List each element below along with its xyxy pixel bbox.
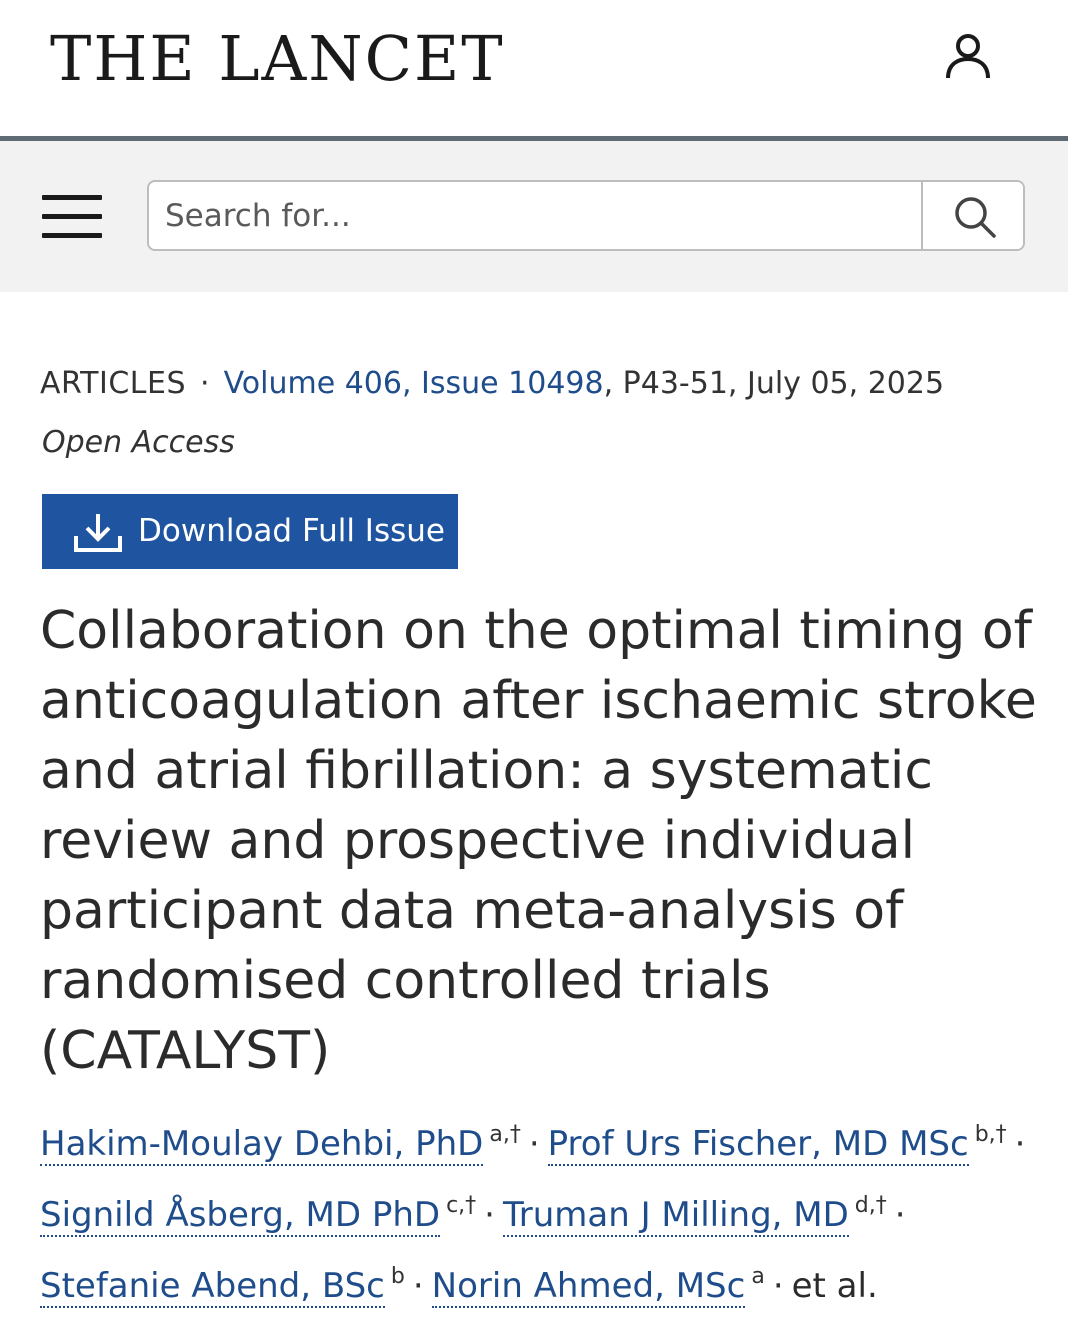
- author-affiliation: b: [390, 1264, 405, 1289]
- download-label: Download Full Issue: [138, 513, 445, 549]
- meta-separator: ·: [200, 366, 210, 401]
- author-link[interactable]: Hakim-Moulay Dehbi, PhD: [40, 1124, 484, 1164]
- site-header: [0, 0, 1068, 136]
- author-affiliation: c,†: [446, 1193, 477, 1218]
- author-link[interactable]: Truman J Milling, MD: [502, 1195, 849, 1235]
- search-button[interactable]: [921, 182, 1025, 249]
- author-list: [40, 1104, 1050, 1317]
- download-icon: [72, 512, 124, 554]
- hamburger-menu-icon[interactable]: [42, 195, 104, 239]
- author-link[interactable]: Signild Åsberg, MD PhD: [40, 1195, 441, 1235]
- author-affiliation: a,†: [489, 1122, 521, 1147]
- download-full-issue-button[interactable]: [42, 494, 458, 569]
- site-logo[interactable]: THE LANCET: [50, 22, 505, 95]
- author-affiliation: a: [751, 1264, 765, 1289]
- author-separator: ·: [772, 1266, 784, 1306]
- article-title: Collaboration on the optimal timing of anticoagulation after ischaemic stroke and atrial fibrillation: a systematic review and prospective individual participant data meta-analysis of randomised controlled trials (CATALYST): [40, 601, 1037, 1081]
- search-bar: [0, 141, 1068, 292]
- authors-more[interactable]: et al.: [791, 1266, 878, 1306]
- author-link[interactable]: Prof Urs Fischer, MD MSc: [547, 1124, 969, 1164]
- article-section: ARTICLES: [40, 366, 187, 401]
- author-link[interactable]: Norin Ahmed, MSc: [431, 1266, 746, 1306]
- author-link[interactable]: Stefanie Abend, BSc: [40, 1266, 385, 1306]
- author-affiliation: b,†: [974, 1122, 1007, 1147]
- author-separator: ·: [1014, 1124, 1026, 1164]
- search-box: [147, 180, 1025, 251]
- author-separator: ·: [528, 1124, 540, 1164]
- magnifier-icon: [953, 195, 997, 239]
- author-separator: ·: [412, 1266, 424, 1306]
- pages-date: , P43-51, July 05, 2025: [603, 366, 945, 401]
- search-input[interactable]: [149, 182, 921, 249]
- user-icon[interactable]: [944, 32, 992, 82]
- author-separator: ·: [484, 1195, 495, 1235]
- open-access-label: Open Access: [42, 425, 235, 460]
- author-affiliation: d,†: [854, 1193, 887, 1218]
- author-separator: ·: [894, 1195, 906, 1235]
- article-meta: [40, 364, 944, 404]
- volume-issue-link[interactable]: Volume 406, Issue 10498: [223, 366, 604, 401]
